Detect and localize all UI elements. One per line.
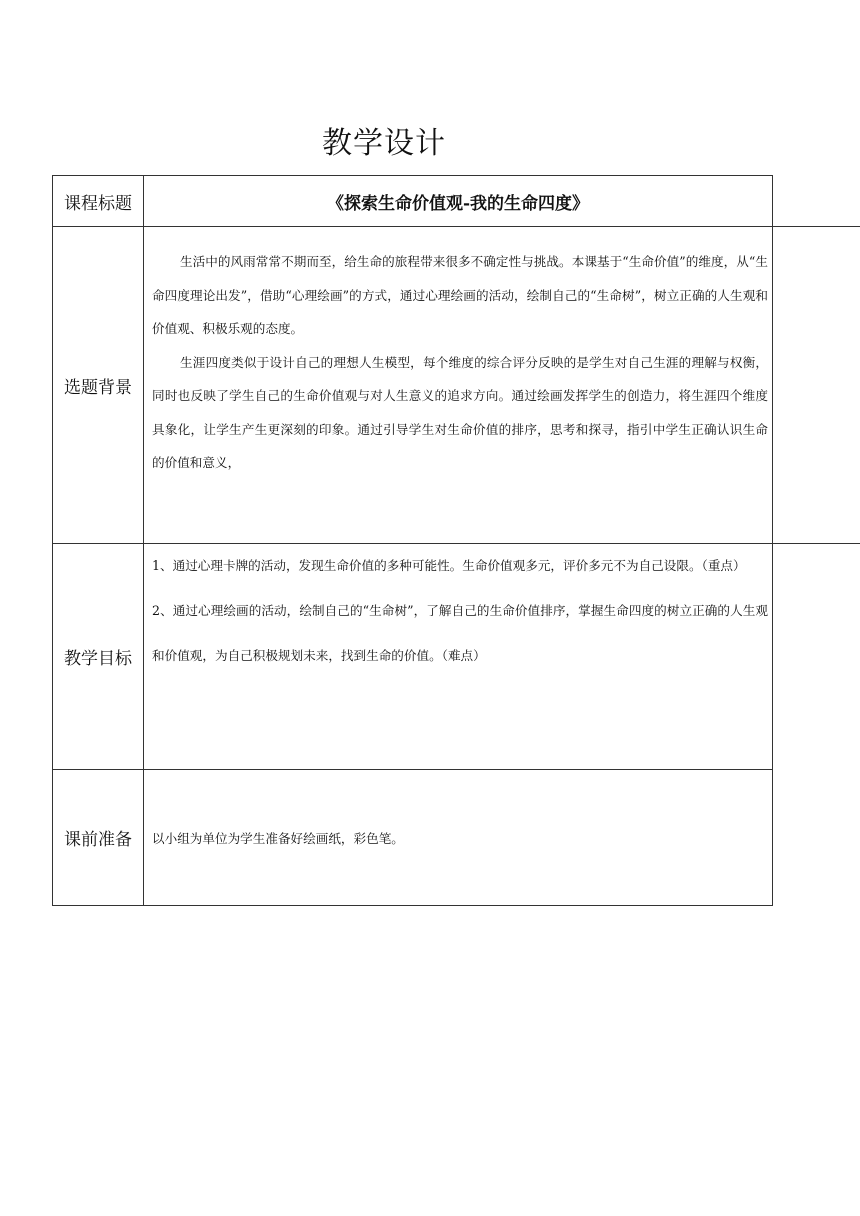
preparation-label: 课前准备 [53,770,144,906]
course-title-value: 《探索生命价值观-我的生命四度》 [144,176,773,227]
course-title-label: 课程标题 [53,176,144,227]
teaching-goals-cell [144,544,773,770]
table-row-teaching-goals [53,544,773,770]
preparation-cell [144,770,773,906]
preparation-value: 以小组为单位为学生准备好绘画纸，彩色笔。 [152,831,404,846]
background-cell [144,227,773,544]
document-title: 教学设计 [322,126,446,161]
background-label: 选题背景 [53,227,144,544]
table-row-preparation [53,770,773,906]
teaching-goal-2: 2、通过心理绘画的活动，绘制自己的“生命树”，了解自己的生命价值排序，掌握生命四度的树立正确的人生观和价值观，为自己积极规划未来，找到生命的价值。（难点） [152,602,768,663]
table-row-background [53,227,773,544]
table-row-course-title [53,176,773,227]
right-margin-line-2 [773,543,860,544]
teaching-goal-1: 1、通过心理卡牌的活动，发现生命价值的多种可能性。生命价值观多元，评价多元不为自己设限。（重点） [152,558,746,573]
background-paragraph-2: 生涯四度类似于设计自己的理想人生模型，每个维度的综合评分反映的是学生对自己生涯的理解与权衡，同时也反映了学生自己的生命价值观与对人生意义的追求方向。通过绘画发挥学生的创造力，将生涯四个维度具象化，让学生产生更深刻的印象。通过引导学生对生命价值的排序，思考和探寻，指引中学生正确认识生命的价值和意义， [152,354,768,470]
background-paragraph-1: 生活中的风雨常常不期而至，给生命的旅程带来很多不确定性与挑战。本课基于“生命价值”的维度，从“生命四度理论出发”，借助“心理绘画”的方式，通过心理绘画的活动，绘制自己的“生命树”，树立正确的人生观和价值观、积极乐观的态度。 [152,254,768,336]
right-margin-line-1 [773,226,860,227]
teaching-goals-label: 教学目标 [53,544,144,770]
lesson-plan-table [52,175,773,906]
